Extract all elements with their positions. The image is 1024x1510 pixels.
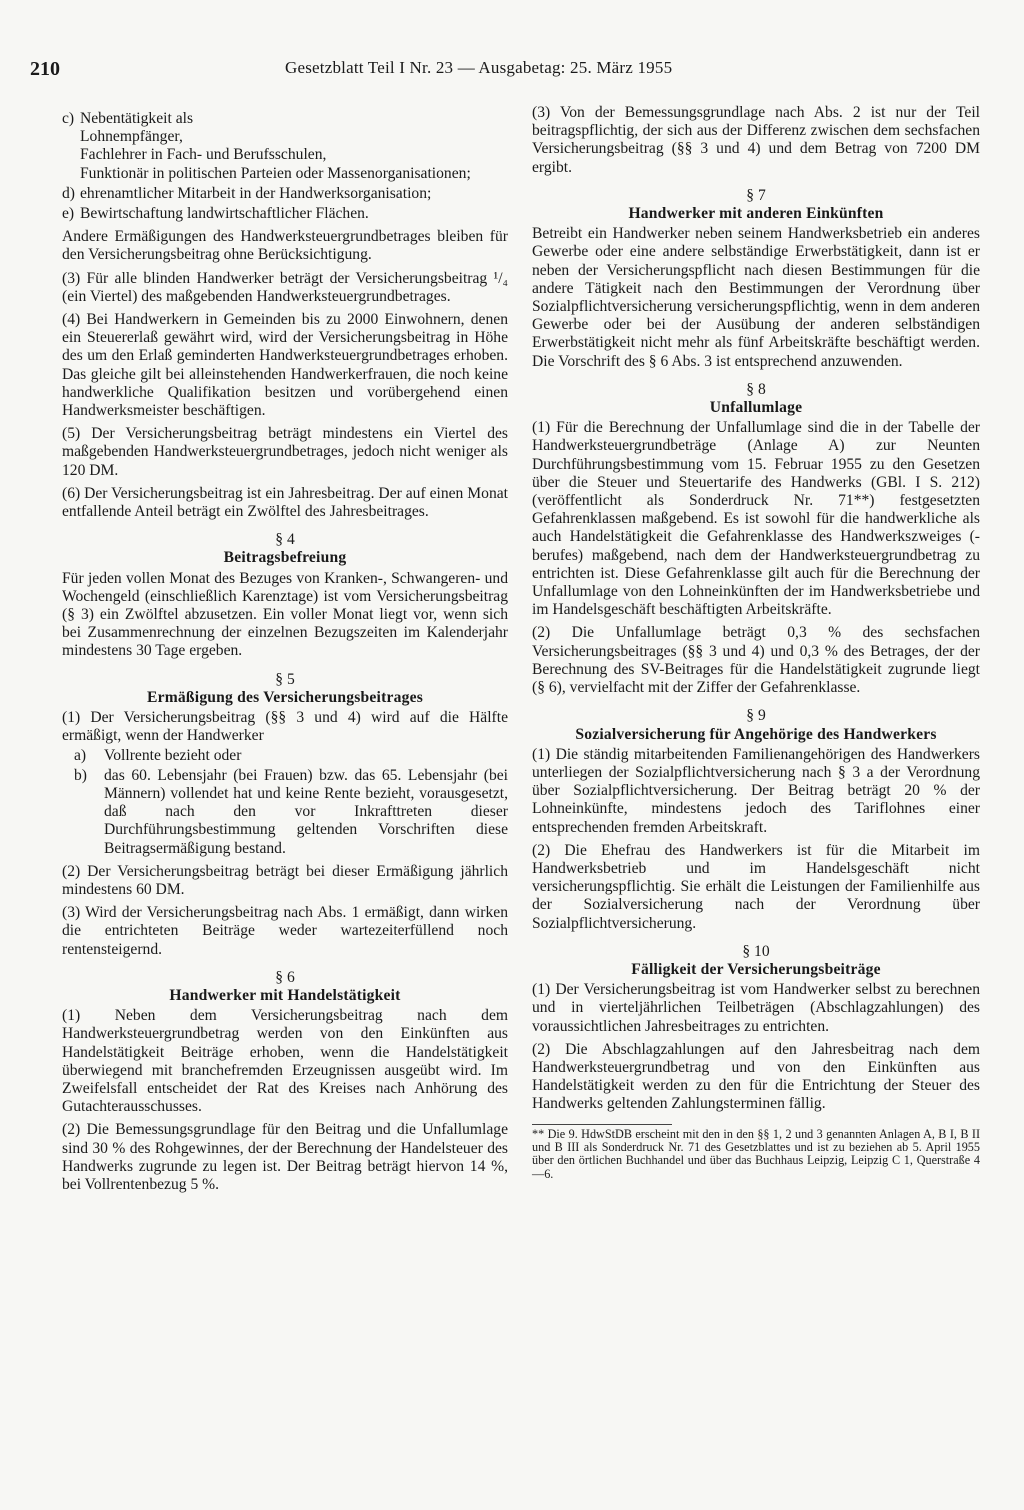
list-item-e	[62, 205, 508, 223]
section-title: Ermäßigung des Versicherungsbeitrages	[147, 688, 423, 706]
right-column	[532, 104, 980, 1181]
paragraph: (1) Der Versicherungsbeitrag ist vom Handwerker selbst zu berechnen und in vierteljährlichen Teilbeträgen (Abschlagzahlungen) des voraussichtlichen Jahresbeitrages zu entrichten.	[532, 981, 980, 1035]
section-title: Handwerker mit Handelstätigkeit	[169, 986, 401, 1004]
section-title: Fälligkeit der Versicherungsbeiträge	[631, 960, 881, 978]
page-header	[30, 58, 1015, 88]
section-number: § 6	[275, 968, 295, 986]
paragraph: Betreibt ein Handwerker neben seinem Handwerksbetrieb ein anderes Gewerbe oder eine andere selbständige Erwerbstätigkeit, dann ist er neben der Versicherungspflicht nach diesen Bestimmungen für die andere Tätigkeit nach den Bestimmungen der Verordnung über Sozialpflichtversicherung versicherungspflichtig, wenn in dem anderen Gewerbe oder bei der Ausübung der anderen selbständigen Erwerbstätigkeit nicht mehr als fünf Arbeitskräfte beschäftigt werden. Die Vorschrift des § 6 Abs. 3 ist entsprechend anzuwenden.	[532, 225, 980, 370]
paragraph: (3) Wird der Versicherungsbeitrag nach Abs. 1 ermäßigt, dann wirken die entrichteten Beiträge weder wartezeiterfüllend noch rentensteigernd.	[62, 904, 508, 958]
list-text: Bewirtschaftung landwirtschaftlicher Flächen.	[80, 205, 369, 223]
section-number: § 9	[746, 707, 766, 725]
section-title: Unfallumlage	[709, 399, 803, 417]
section-title: Sozialversicherung für Angehörige des Handwerkers	[575, 725, 937, 743]
paragraph: (4) Bei Handwerkern in Gemeinden bis zu 2000 Einwohnern, denen ein Steuererlaß gewährt wird, wird der Versicherungsbeitrag in Höhe des um den Erlaß geminderten Handwerksteuergrundbetrages erhoben. Das gleiche gilt bei alleinstehenden Handwerkerfrauen, die noch keine handwerkliche Qualifikation besitzen und vorübergehend einen Handwerksmeister beschäftigen.	[62, 311, 508, 420]
section-title: Beitragsbefreiung	[223, 549, 347, 567]
list-marker: e)	[62, 205, 75, 223]
list-line: Fachlehrer in Fach- und Berufsschulen,	[80, 146, 327, 164]
list-marker: a)	[74, 746, 87, 764]
left-column	[62, 110, 508, 1199]
list-marker: c)	[62, 110, 75, 127]
paragraph: (2) Die Bemessungsgrundlage für den Beitrag und die Unfallumlage sind 30 % des Rohgewinnes, der der Berechnung der Handelsteuer des Handwerks zugrunde zu legen ist. Der Beitrag beträgt hiervon 14 %, bei Vollrentenbezug 5 %.	[62, 1121, 508, 1193]
page-number: 210	[30, 58, 60, 80]
section-number: § 8	[746, 380, 766, 398]
list-text: das 60. Lebensjahr (bei Frauen) bzw. das 65. Lebensjahr (bei Männern) vollendet hat und keine Rente bezieht, vorausgesetzt, daß nach den vor Inkrafttreten dieser Durchführungsbestimmung geltenden Vorschriften diese Beitragsermäßigung bestand.	[104, 766, 508, 857]
header-title: Gesetzblatt Teil I Nr. 23 — Ausgabetag: 25. März 1955	[285, 58, 673, 77]
paragraph: (3) Von der Bemessungsgrundlage nach Abs. 2 ist nur der Teil beitragspflichtig, der sich aus der Differenz zwischen dem sechsfachen Versicherungsbeitrag (§§ 3 und 4) und dem Betrag von 7200 DM ergibt.	[532, 104, 980, 176]
section-number: § 5	[275, 670, 295, 688]
list-line: Lohnempfänger,	[80, 128, 183, 146]
list-text: Vollrente bezieht oder	[104, 746, 242, 764]
footnote-text: ** Die 9. HdwStDB erscheint mit den in den §§ 1, 2 und 3 genannten Anlagen A, B I, B II und B III als Sonderdruck Nr. 71 des Gesetzblattes und ist zu beziehen ab 5. April 1955 über den örtlichen Buchhandel und über das Buchhaus Leipzig, Leipzig C 1, Querstraße 4—6.	[532, 1126, 980, 1181]
section-title: Handwerker mit anderen Einkünften	[628, 205, 884, 223]
paragraph: (2) Die Ehefrau des Handwerkers ist für die Mitarbeit im Handwerksbetrieb und im Handelsgeschäft nicht versicherungspflichtig. Sie erhält die Leistungen der Familienhilfe aus der Sozialversicherung nach der Verordnung über Sozialpflichtversicherung.	[532, 841, 980, 932]
list-marker: b)	[74, 766, 87, 784]
section-number: § 4	[275, 531, 295, 549]
list-line: Nebentätigkeit als	[80, 110, 194, 127]
paragraph: (2) Die Unfallumlage beträgt 0,3 % des sechsfachen Versicherungsbeitrages (§§ 3 und 4) und 0,3 % des Betrages, der der Berechnung des SV-Beitrages für die Handelstätigkeit zugrunde liegt (§ 6), vervielfacht mit der Ziffer der Gefahrenklasse.	[532, 624, 980, 697]
paragraph: (6) Der Versicherungsbeitrag ist ein Jahresbeitrag. Der auf einen Monat entfallende Anteil beträgt ein Zwölftel des Jahresbeitrages.	[62, 484, 508, 521]
list-item-c	[62, 110, 508, 183]
paragraph: (1) Für die Berechnung der Unfallumlage sind die in der Tabelle der Handwerksteuergrundbeträge (Anlage A) zur Neunten Durchführungsbestimmung vom 15. Februar 1955 zu den Gesetzen über die Steuer und Steuertarife des Handwerks (GBl. I S. 212) (veröffentlicht als Sonderdruck Nr. 71**) festgesetzten Gefahrenklassen maßgebend. Es ist sowohl für die handwerkliche als auch Handelstätigkeit die Gefahrenklasse des Handwerkszweiges (-berufes) maßgebend, nach dem der Handwerksteuergrundbetrag zu entrichten ist. Diese Gefahrenklasse gilt auch für die Berechnung der Unfallumlage von den Lohneinkünften der im Handwerksbetriebe und im Handelsgeschäft beschäftigten Arbeitskräfte.	[532, 419, 980, 619]
list-item-b	[62, 767, 508, 858]
footnote	[532, 1124, 980, 1182]
list-item-d	[62, 185, 508, 203]
list-item-a	[62, 747, 508, 765]
list-text	[80, 110, 508, 183]
paragraph: (2) Die Abschlagzahlungen auf den Jahresbeitrag nach dem Handwerksteuergrundbetrag und von den Einkünften aus Handelstätigkeit werden zu den für die Entrichtung der Steuer des Handwerks geltenden Zahlungsterminen fällig.	[532, 1040, 980, 1113]
paragraph: (1) Die ständig mitarbeitenden Familienangehörigen des Handwerkers unterliegen der Sozialpflichtversicherung nach § 3 a der Verordnung über Sozialpflichtversicherung. Der Beitrag beträgt 20 % der Lohneinkünfte, mindestens jedoch des Tariflohnes einer entsprechenden fremden Arbeitskraft.	[532, 745, 980, 836]
list-line: Funktionär in politischen Parteien oder Massenorganisationen;	[80, 164, 471, 182]
section-number: § 7	[746, 186, 766, 204]
footnote-divider	[532, 1124, 672, 1125]
paragraph: (3) Für alle blinden Handwerker beträgt der Versicherungsbeitrag ¹/₄ (ein Viertel) des maßgebenden Handwerksteuergrundbetrages.	[62, 269, 508, 305]
paragraph: Andere Ermäßigungen des Handwerksteuergrundbetrages bleiben für den Versicherungsbeitrag ohne Berücksichtigung.	[62, 228, 508, 264]
list-text: ehrenamtlicher Mitarbeit in der Handwerksorganisation;	[80, 184, 432, 202]
paragraph: Für jeden vollen Monat des Bezuges von Kranken-, Schwangeren- und Wochengeld (einschließlich Karenztage) ist vom Versicherungsbeitrag (§ 3) ein Zwölftel abzusetzen. Ein voller Monat liegt vor, wenn sich bei Zusammenrechnung der einzelnen Bezugszeiten im Kalenderjahr mindestens 30 Tage ergeben.	[62, 569, 508, 660]
paragraph: (1) Neben dem Versicherungsbeitrag nach dem Handwerksteuergrundbetrag werden von den Einkünften aus Handelstätigkeit Beiträge erhoben, wenn die Handelstätigkeit überwiegend mit branchefremden Erzeugnissen ausgeübt wird. Im Zweifelsfall entscheidet der Rat des Kreises nach Anhörung des Gutachterausschusses.	[62, 1007, 508, 1116]
paragraph: (2) Der Versicherungsbeitrag beträgt bei dieser Ermäßigung jährlich mindestens 60 DM.	[62, 862, 508, 898]
paragraph: (5) Der Versicherungsbeitrag beträgt mindestens ein Viertel des maßgebenden Handwerksteuergrundbetrages, jedoch nicht weniger als 120 DM.	[62, 425, 508, 479]
list-marker: d)	[62, 184, 75, 202]
paragraph: (1) Der Versicherungsbeitrag (§§ 3 und 4) wird auf die Hälfte ermäßigt, wenn der Handwerker	[62, 709, 508, 745]
section-number: § 10	[742, 942, 770, 960]
